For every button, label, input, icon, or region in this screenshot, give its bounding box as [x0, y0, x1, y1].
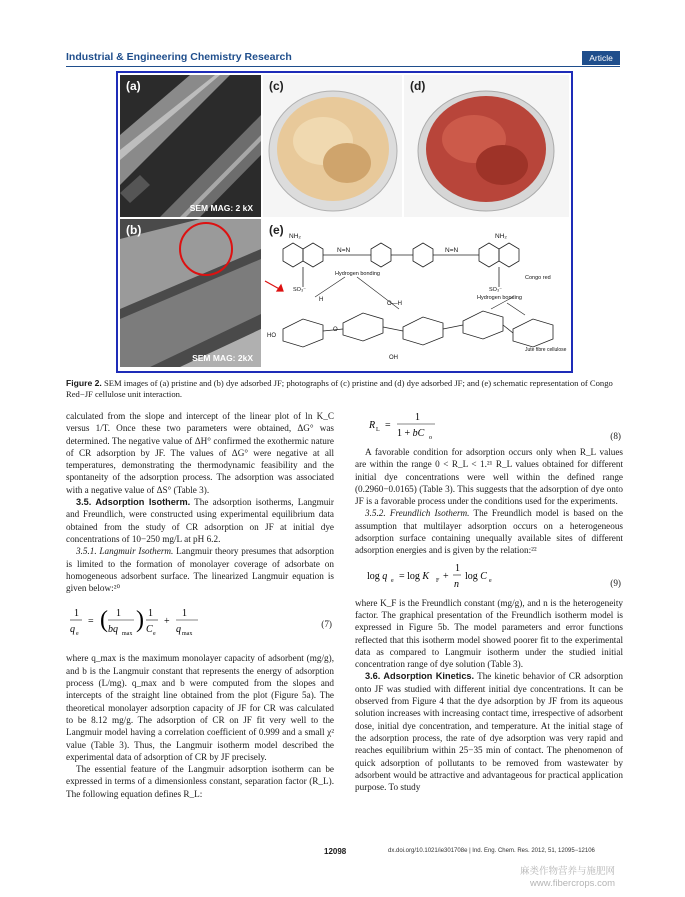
svg-text:1: 1 — [182, 608, 187, 620]
equation-9-number: (9) — [610, 577, 621, 588]
panel-c-photo-pristine — [263, 75, 402, 217]
svg-text:C: C — [146, 624, 153, 636]
annotation-o: O — [333, 327, 338, 333]
paragraph-freundlich: The Freundlich model is based on the assumption that multilayer adsorption occurs on a heterogeneous adsorption surface containing unequally available sites of different adsorption energies and is given by the relation:²² — [355, 508, 623, 556]
equation-7-number: (7) — [321, 619, 332, 630]
svg-text:1: 1 — [74, 608, 79, 620]
svg-text:max: max — [122, 631, 133, 638]
section-3-6 — [355, 670, 623, 793]
paragraph-langmuir: Langmuir theory presumes that adsorption is limited to the formation of monolayer coverage of adsorbate on homogeneous adsorbent surface. The linearized Langmuir equation is given below:²⁰ — [66, 546, 334, 594]
svg-text:(: ( — [100, 607, 108, 634]
svg-text:=: = — [385, 420, 391, 431]
panel-d-photo-dyed — [404, 75, 569, 217]
journal-title: Industrial & Engineering Chemistry Research — [66, 51, 292, 63]
svg-text:e: e — [76, 631, 79, 638]
svg-text:+: + — [164, 616, 170, 628]
right-column — [355, 410, 623, 793]
annotation-azo-left: N=N — [337, 247, 351, 254]
paragraph-separation-factor: The essential feature of the Langmuir adsorption isotherm can be expressed in terms of a dimensionless constant, separation factor (R_L). The following equation defines R_L: — [66, 764, 334, 799]
heading-3-5: 3.5. Adsorption Isotherm. — [76, 497, 191, 508]
left-column — [66, 410, 334, 800]
svg-text:1: 1 — [415, 412, 420, 423]
paragraph-langmuir-params: where q_max is the maximum monolayer capacity of adsorbent (mg/g), and b is the Langmuir constant that represents the energy of adsorption process (L/mg). q_max and b were computed from the slopes and intercepts of the straight line obtained from the plot (Figure 5a). The theoretical monolayer adsorption capacity of JF for CR was calculated to be 8.12 mg/g. The adsorption of CR on JF fit very well to the Langmuir model having a correlation coefficient of 0.999 and a small χ² value (Table 3). Thus, the Langmuir isotherm model described the experimental data of adsorption of CR by JF precisely. — [66, 653, 334, 762]
panel-b-label: (b) — [126, 223, 142, 237]
annotation-hbond-2: Hydrogen bonding — [477, 295, 522, 301]
caption-text: SEM images of (a) pristine and (b) dye adsorbed JF; photographs of (c) pristine and (d) dye adsorbed JF; and (e) schematic representation of Congo Red−JF cellulose unit interaction. — [66, 378, 613, 399]
annotation-nh2-right: NH₂ — [495, 233, 507, 240]
panel-b-sem-dyed — [120, 219, 261, 367]
svg-text:L: L — [376, 427, 380, 433]
svg-text:q: q — [70, 624, 75, 636]
svg-text:R: R — [369, 420, 376, 431]
annotation-jute-cellulose: Jute fibre cellulose — [525, 347, 567, 353]
watermark-line-2: www.fibercrops.com — [530, 878, 616, 889]
svg-text:e: e — [391, 577, 394, 584]
sem-fiber-image-b — [120, 219, 261, 367]
svg-text:1 + bC: 1 + bC — [397, 428, 425, 439]
figure-caption — [66, 378, 620, 400]
svg-text:bq: bq — [108, 624, 118, 636]
annotation-h: H — [319, 297, 324, 303]
svg-text:=: = — [88, 616, 94, 628]
equation-8-number: (8) — [610, 431, 621, 441]
figure-2 — [116, 71, 573, 373]
annotation-o-h: O—H — [387, 301, 402, 307]
paragraph-isotherm: The adsorption isotherms, Langmuir and Freundlich, were constructed using experimental equilibrium data obtained from the study of CR adsorption on JF at initial dye concentrations of 10−250 mg/L at pH 6.2. — [66, 497, 334, 544]
watermark — [520, 866, 615, 890]
svg-text:e: e — [153, 631, 156, 638]
panel-c-label: (c) — [269, 79, 284, 93]
annotation-ho: HO — [267, 333, 276, 339]
panel-e-label: (e) — [269, 223, 284, 237]
page-number: 12098 — [324, 847, 347, 856]
langmuir-equation — [66, 600, 334, 646]
equation-9 — [355, 561, 623, 593]
caption-label: Figure 2. — [66, 378, 102, 388]
svg-text:n: n — [454, 578, 459, 590]
svg-text:log C: log C — [465, 570, 487, 582]
section-3-5-2 — [355, 507, 623, 556]
svg-text:1: 1 — [148, 608, 153, 620]
sem-fiber-image-a — [120, 75, 261, 217]
doi-citation: dx.doi.org/10.1021/ie301708e | Ind. Eng. Chem. Res. 2012, 51, 12095−12106 — [388, 848, 595, 854]
svg-text:1: 1 — [455, 562, 460, 574]
watermark-line-1: 麻类作物营养与施肥网 — [520, 866, 616, 877]
red-arrow — [265, 281, 283, 291]
svg-text:max: max — [182, 631, 193, 638]
svg-text:F: F — [436, 577, 440, 584]
panel-a-label: (a) — [126, 79, 141, 93]
svg-text:+: + — [443, 570, 449, 582]
svg-text:q: q — [176, 624, 181, 636]
annotation-azo-right: N=N — [445, 247, 459, 254]
panel-d-label: (d) — [410, 79, 426, 93]
equation-8 — [355, 410, 623, 446]
annotation-so3-left: SO₃⁻ — [293, 287, 307, 293]
heading-3-5-2: 3.5.2. Freundlich Isotherm. — [365, 508, 470, 519]
heading-3-6: 3.6. Adsorption Kinetics. — [365, 671, 475, 682]
petri-dish-pristine-fiber — [263, 75, 402, 217]
article-badge: Article — [582, 51, 620, 65]
svg-text:o: o — [429, 435, 432, 441]
freundlich-equation — [355, 561, 623, 593]
petri-dish-dyed-fiber — [404, 75, 569, 217]
cellulose-chain — [283, 311, 553, 347]
panel-b-sem-mag: SEM MAG: 2kX — [192, 353, 253, 363]
header-rule — [66, 66, 620, 67]
annotation-oh: OH — [389, 355, 398, 361]
heading-3-5-1: 3.5.1. Langmuir Isotherm. — [76, 546, 174, 557]
svg-text:= log K: = log K — [399, 570, 430, 582]
svg-text:log q: log q — [367, 570, 388, 582]
congo-red-cellulose-schematic — [263, 219, 569, 367]
annotation-hbond-1: Hydrogen bonding — [335, 271, 380, 277]
annotation-congo-red: Congo red — [525, 275, 551, 281]
congo-red-structure — [283, 243, 519, 287]
paragraph-thermo: calculated from the slope and intercept of the linear plot of ln K_C versus 1/T. Once these two parameters were obtained, ΔG° was determined. The negative value of ΔH° confirmed the exothermic nature of CR adsorption by JF. The values of ΔG° were negative at all temperatures, demonstrating the thermodynamic feasibility and the spontaneity of the adsorption process. The adsorption was associated with a negative value of ΔS° (Table 3). — [66, 411, 334, 495]
annotation-nh2-left: NH₂ — [289, 233, 301, 240]
equation-7 — [66, 600, 334, 646]
paragraph-kinetics: The kinetic behavior of CR adsorption onto JF was studied with different initial dye concentrations. It can be observed from Figure 4 that the dye adsorption by JF from its aqueous solution increases with increasing contact time, irrespective of adsorbent dose, initial dye concentration, and temperature. At the initial stage of the adsorption process, the rate of dye adsorption was very rapid and reaches equilibrium within 25−35 min of contact. The phenomenon of quick adsorption of pollutants to be removed from wastewater by adsorbent would be attractive and advantageous for practical application purpose. To study — [355, 671, 623, 793]
panel-a-sem-mag: SEM MAG: 2 kX — [189, 203, 253, 213]
section-3-5 — [66, 496, 334, 545]
svg-text:e: e — [489, 577, 492, 584]
svg-text:): ) — [136, 607, 144, 634]
separation-factor-equation — [355, 410, 623, 446]
panel-a-sem-pristine — [120, 75, 261, 217]
paragraph-favorable: A favorable condition for adsorption occurs only when R_L values are within the range 0 < R_L < 1.²¹ R_L values obtained for different initial dye concentrations were well within the defined range (0.2960−0.0165) (Table 3). This suggests that the adsorption of dye onto JF is a favorable process under the conditions used for the experiments. — [355, 447, 623, 507]
paragraph-freundlich-params: where K_F is the Freundlich constant (mg/g), and n is the heterogeneity factor. The graphical presentation of the Freundlich isotherm model is expressed in Figure 5b. The model parameters and error functions reflected that this isotherm model showed poorer fit to the experimental data as compared to Langmuir isotherm under the studied initial concentration range of dye solution (Table 3). — [355, 597, 623, 670]
annotation-so3-right: SO₃⁻ — [489, 287, 503, 293]
svg-text:1: 1 — [116, 608, 121, 620]
panel-e-schematic — [263, 219, 569, 367]
section-3-5-1 — [66, 545, 334, 594]
